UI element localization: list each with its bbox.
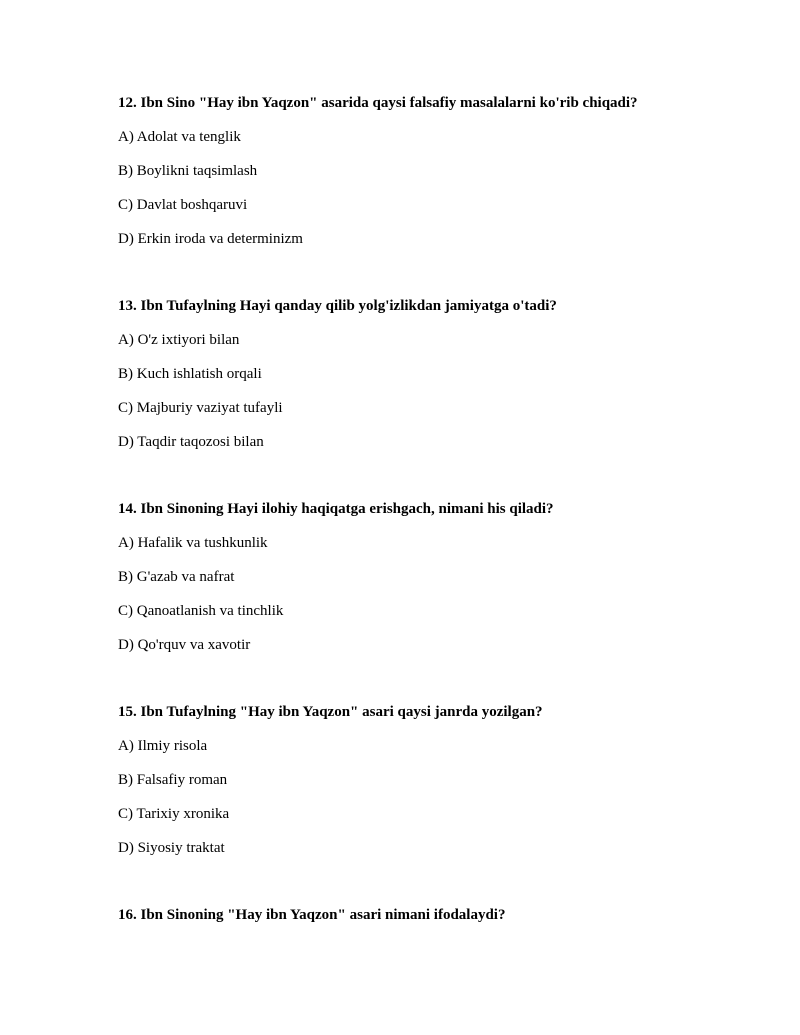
answer-option-a: A) Ilmiy risola (118, 738, 208, 754)
answer-option-b: B) Falsafiy roman (118, 772, 228, 788)
question-text: 15. Ibn Tufaylning "Hay ibn Yaqzon" asari qaysi janrda yozilgan? (118, 704, 543, 720)
question-13 (118, 297, 758, 450)
answer-option-b: B) G'azab va nafrat (118, 569, 235, 585)
question-text: 14. Ibn Sinoning Hayi ilohiy haqiqatga erishgach, nimani his qiladi? (118, 501, 554, 517)
answer-option-c: C) Davlat boshqaruvi (118, 197, 248, 213)
question-text: 16. Ibn Sinoning "Hay ibn Yaqzon" asari nimani ifodalaydi? (118, 907, 506, 923)
answer-option-a: A) O'z ixtiyori bilan (118, 332, 240, 348)
answer-option-d: D) Siyosiy traktat (118, 840, 225, 856)
question-16 (118, 906, 758, 924)
answer-option-c: C) Tarixiy xronika (118, 806, 230, 822)
answer-option-a: A) Adolat va tenglik (118, 129, 241, 145)
answer-option-d: D) Erkin iroda va determinizm (118, 231, 303, 247)
answer-option-a: A) Hafalik va tushkunlik (118, 535, 268, 551)
answer-option-d: D) Qo'rquv va xavotir (118, 637, 251, 653)
question-15 (118, 703, 758, 856)
question-text: 13. Ibn Tufaylning Hayi qanday qilib yolg'izlikdan jamiyatga o'tadi? (118, 298, 557, 314)
answer-option-b: B) Kuch ishlatish orqali (118, 366, 262, 382)
answer-option-d: D) Taqdir taqozosi bilan (118, 434, 264, 450)
answer-option-b: B) Boylikni taqsimlash (118, 163, 258, 179)
answer-option-c: C) Majburiy vaziyat tufayli (118, 400, 283, 416)
answer-option-c: C) Qanoatlanish va tinchlik (118, 603, 284, 619)
question-text: 12. Ibn Sino "Hay ibn Yaqzon" asarida qaysi falsafiy masalalarni ko'rib chiqadi? (118, 95, 638, 111)
question-14 (118, 500, 758, 653)
question-12 (118, 94, 758, 247)
